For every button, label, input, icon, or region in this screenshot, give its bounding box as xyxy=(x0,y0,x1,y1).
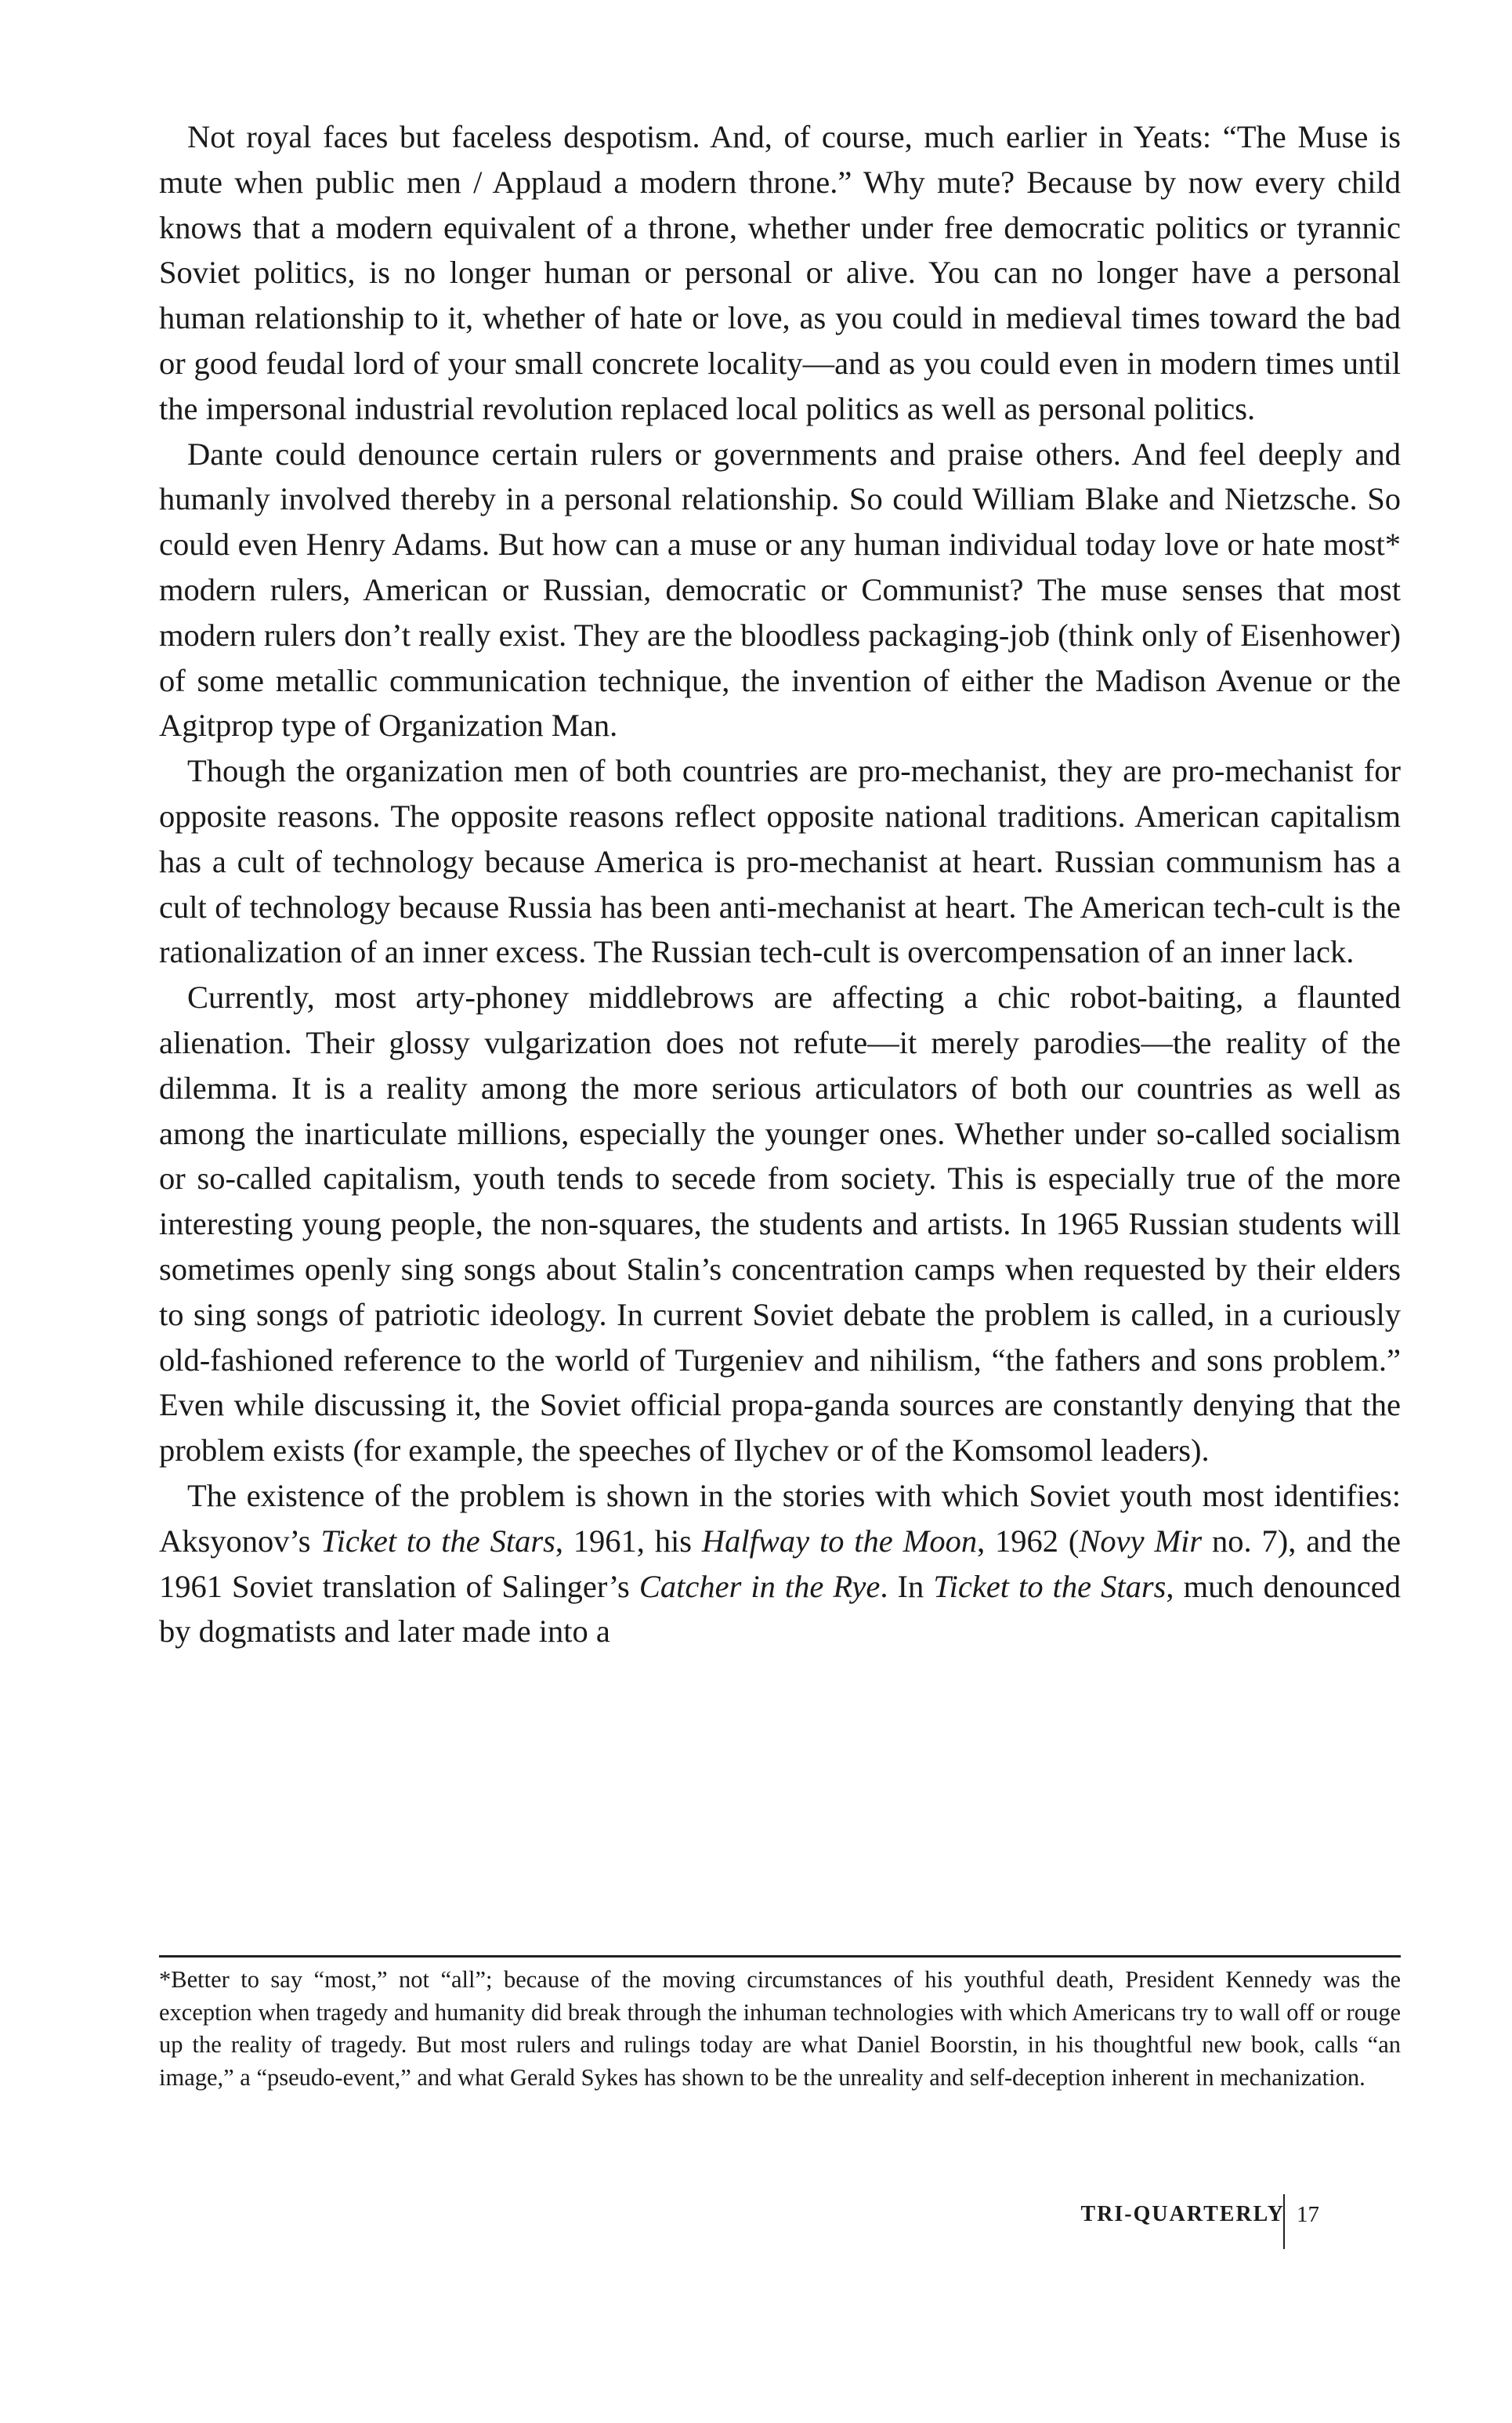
italic-title-text: Novy Mir xyxy=(1079,1523,1203,1559)
paragraph-text: , much denounced by dogmatists and later made into a xyxy=(159,1568,1402,1650)
italic-title-text: Ticket to the Stars xyxy=(933,1568,1167,1604)
paragraph xyxy=(159,432,1401,749)
paragraph xyxy=(159,114,1401,432)
italic-title-text: Catcher in the Rye xyxy=(638,1568,881,1604)
journal-title: TRI-QUARTERLY xyxy=(1080,2202,1285,2226)
paragraph-text: , 1962 ( xyxy=(977,1523,1080,1559)
paragraph-text: Currently, most arty-phoney middlebrows are affecting a chic robot-baiting, a flaunted alienation. Their glossy vulgarization does not refute—it merely parodies—the reality of the dilemma. It is a reality among the more serious articulators of both our countries as well as among the inarticulate millions, especially the younger ones. Whether under so-called socialism or so-called capitalism, youth tends to secede from society. This is especially true of the more interesting young people, the non-squares, the students and artists. In 1965 Russian students will sometimes openly sing songs about Stalin’s concentration camps when requested by their elders to sing songs of patriotic ideology. In current Soviet debate the problem is called, in a curiously old-fashioned reference to the world of Turgeniev and nihilism, “the fathers and sons problem.” Even while discussing it, the Soviet official propa-ganda sources are constantly denying that the problem exists (for example, the speeches of Ilychev or of the Komsomol leaders). xyxy=(159,980,1401,1469)
italic-title-text: Halfway to the Moon xyxy=(701,1523,978,1559)
paragraph-text: no. 7), and the 1961 Soviet translation of Salinger’s xyxy=(159,1523,1401,1604)
paragraph-text: Dante could denounce certain rulers or governments and praise others. And feel deeply and humanly involved thereby in a personal relationship. So could William Blake and Nietzsche. So could even Henry Adams. But how can a muse or any human individual today love or hate most* modern rulers, American or Russian, democratic or Communist? The muse senses that most modern rulers don’t really exist. They are the bloodless packaging-job (think only of Eisenhower) of some metallic communication technique, the invention of either the Madison Avenue or the Agitprop type of Organization Man. xyxy=(159,436,1401,744)
paragraph-text: Though the organization men of both countries are pro-mechanist, they are pro-mechanist for opposite reasons. The opposite reasons reflect opposite national traditions. American capitalism has a cult of technology because America is pro-mechanist at heart. Russian communism has a cult of technology because Russia has been anti-mechanist at heart. The American tech-cult is the rationalization of an inner excess. The Russian tech-cult is overcompensation of an inner lack. xyxy=(159,753,1401,970)
paragraph xyxy=(159,748,1401,975)
footer-divider xyxy=(1283,2194,1285,2249)
page-number: 17 xyxy=(1297,2202,1319,2227)
paragraph-text: . In xyxy=(880,1568,934,1604)
paragraph xyxy=(159,975,1401,1473)
paragraph-text: The existence of the problem is shown in the stories with which Soviet youth most identifies: Aksyonov’s xyxy=(159,1477,1401,1559)
footnote: *Better to say “most,” not “all”; because of the moving circumstances of his youthful death, President Kennedy was the exception when tragedy and humanity did break through the inhuman technologies with which Americans try to wall off or rouge up the reality of tragedy. But most rulers and rulings today are what Daniel Boorstin, in his thoughtful new book, calls “an image,” a “pseudo-event,” and what Gerald Sykes has shown to be the unreality and self-deception inherent in mechanization. xyxy=(159,1966,1401,2091)
paragraph-text: , 1961, his xyxy=(555,1523,702,1559)
paragraph-text: Not royal faces but faceless despotism. And, of course, much earlier in Yeats: “The Muse is mute when public men / Applaud a modern throne.” Why mute? Because by now every child knows that a modern equivalent of a throne, whether under free democratic politics or tyrannic Soviet politics, is no longer human or personal or alive. You can no longer have a personal human relationship to it, whether of hate or love, as you could in medieval times toward the bad or good feudal lord of your small concrete locality—and as you could even in modern times until the impersonal industrial revolution replaced local politics as well as personal politics. xyxy=(159,119,1401,426)
paragraph xyxy=(159,1473,1401,1654)
italic-title-text: Ticket to the Stars xyxy=(320,1523,555,1559)
page-footer xyxy=(1042,2194,1371,2249)
body-text xyxy=(159,114,1401,1654)
footnote-rule xyxy=(159,1955,1401,1958)
